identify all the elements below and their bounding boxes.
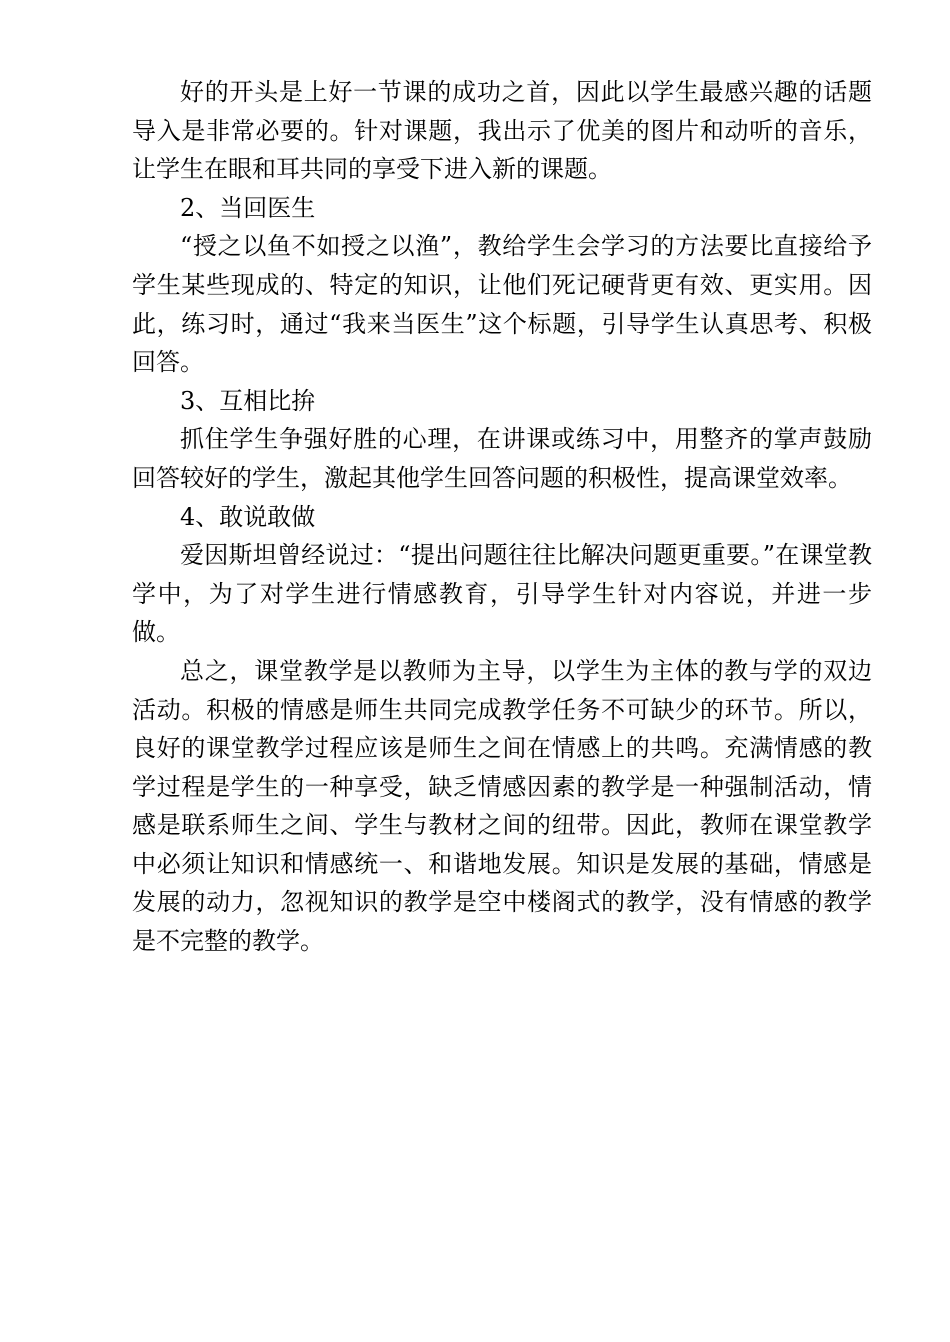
paragraph-conclusion: 总之，课堂教学是以教师为主导，以学生为主体的教与学的双边活动。积极的情感是师生共同完成教学任务不可缺少的环节。所以，良好的课堂教学过程应该是师生之间在情感上的共鸣。充满情感的教学过程是学生的一种享受，缺乏情感因素的教学是一种强制活动，情感是联系师生之间、学生与教材之间的纽带。因此，教师在课堂教学中必须让知识和情感统一、和谐地发展。知识是发展的基础，情感是发展的动力，忽视知识的教学是空中楼阁式的教学，没有情感的教学是不完整的教学。 — [132, 656, 872, 956]
section-heading-3: 3、互相比拚 — [180, 386, 316, 415]
paragraph-doctor: “授之以鱼不如授之以渔”，教给学生会学习的方法要比直接给予学生某些现成的、特定的知识，让他们死记硬背更有效、更实用。因此，练习时，通过“我来当医生”这个标题，引导学生认真思考、积极回答。 — [132, 232, 872, 377]
section-heading-2: 2、当回医生 — [180, 193, 316, 222]
document-body — [132, 73, 872, 961]
paragraph-intro: 好的开头是上好一节课的成功之首，因此以学生最感兴趣的话题导入是非常必要的。针对课题，我出示了优美的图片和动听的音乐，让学生在眼和耳共同的享受下进入新的课题。 — [132, 78, 872, 184]
paragraph-compete: 抓住学生争强好胜的心理，在讲课或练习中，用整齐的掌声鼓励回答较好的学生，激起其他学生回答问题的积极性，提高课堂效率。 — [132, 425, 872, 492]
paragraph-dare: 爱因斯坦曾经说过：“提出问题往往比解决问题更重要。”在课堂教学中，为了对学生进行情感教育，引导学生针对内容说，并进一步做。 — [132, 541, 872, 647]
section-heading-4: 4、敢说敢做 — [180, 502, 316, 531]
